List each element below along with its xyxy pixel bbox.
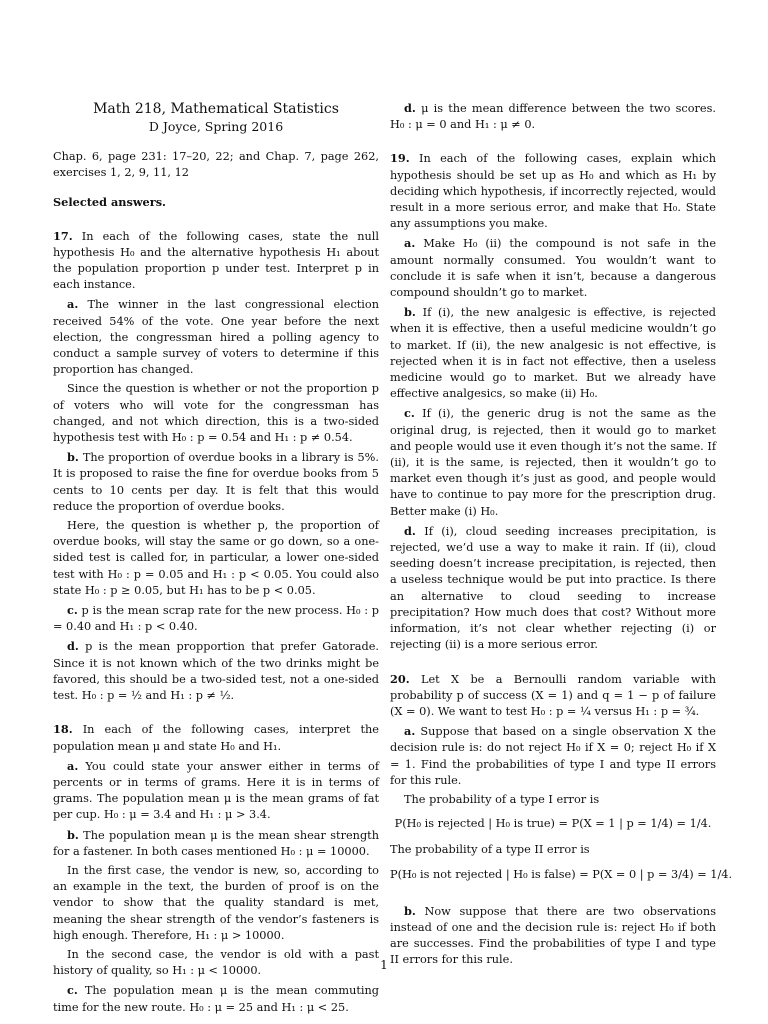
problem-18d: d. μ is the mean difference between the two scores. H₀ : μ = 0 and H₁ : μ ≠ 0. [390,101,716,132]
problem-18a: a. You could state your answer either in terms of percents or in terms of grams. Here it is in terms of grams. The population mean μ is the mean grams of fat per cup. H₀ : μ = 3.4 and H₁ : μ > 3.4. [53,758,379,822]
document-title: Math 218, Mathematical Statistics [93,101,339,117]
problem-19-number: 19. [390,151,410,166]
selected-answers-heading: Selected answers. [53,195,166,210]
type-one-error-lead: The probability of a type I error is [404,792,600,806]
type-two-error-equation: P(H₀ is not rejected | H₀ is false) = P(X = 0 | p = 3/4) = 1/4. [390,867,733,881]
problem-18b-answer-1: In the first case, the vendor is new, so, according to an example in the text, the burden of proof is on the vendor to show that the quality standard is met, meaning the shear strength of the vendor’s fasteners is high enough. Therefore, H₁ : μ > 10000. [53,863,379,942]
problem-19-intro: 19. In each of the following cases, explain which hypothesis should be set up as H₀ and which as H₁ by deciding which hypothesis, if incorrectly rejected, would result in a more serious error, and make that H₀. State any assumptions you make. [390,151,716,231]
problem-17b: b. The proportion of overdue books in a library is 5%. It is proposed to raise the fine for overdue books from 5 cents to 10 cents per day. It is felt that this would reduce the proportion of overdue books. [53,450,379,513]
problem-20b: b. Now suppose that there are two observations instead of one and the decision rule is: reject H₀ if both are successes. Find the probabilities of type I and type II errors for this rule. [390,903,717,967]
left-column [53,100,379,1019]
chapter-reference: Chap. 6, page 231: 17–20, 22; and Chap. 7, page 262, exercises 1, 2, 9, 11, 12 [53,150,379,180]
problem-19a: a. Make H₀ (ii) the compound is not safe in the amount normally consumed. You wouldn’t want to conclude it is safe when it isn’t, because a dangerous compound shouldn’t go to market. [390,236,716,300]
problem-20-number: 20. [390,671,410,686]
problem-17a: a. The winner in the last congressional election received 54% of the vote. One year before the next election, the congressman hired a polling agency to conduct a sample survey of voters to determine if this proportion has changed. [53,297,380,377]
problem-17c: c. p is the mean scrap rate for the new process. H₀ : p = 0.40 and H₁ : p < 0.40. [53,603,380,634]
problem-17-number: 17. [53,228,73,243]
right-column [390,100,733,972]
problem-17-intro: 17. In each of the following cases, state the null hypothesis H₀ and the alternative hypothesis H₁ about the population proportion p under test. Interpret p in each instance. [53,228,380,292]
problem-19d: d. If (i), cloud seeding increases precipitation, is rejected, we’d use a way to make it rain. If (ii), cloud seeding doesn’t increase precipitation, is rejected, then a useless technique would be put into practice. Is there an alternative to cloud seeding to increase precipitation? How much does that cost? Without more information, it’s not clear whether rejecting (i) or rejecting (ii) is a more serious error. [390,523,716,652]
problem-18b-answer-2: In the second case, the vendor is old with a past history of quality, so H₁ : μ < 10000. [53,947,379,978]
problem-19c: c. If (i), the generic drug is not the same as the original drug, is rejected, then it would go to market and people would use it even though it’s not the same. If (ii), it is the same, is rejected, then it wouldn’t go to market even though it’s just as good, and people would have to continue to pay more for the prescription drug. Better make (i) H₀. [390,406,717,518]
type-one-error-equation: P(H₀ is rejected | H₀ is true) = P(X = 1 | p = 1/4) = 1/4. [394,817,712,831]
problem-18-intro: 18. In each of the following cases, interpret the population mean μ and state H₀ and H₁. [53,722,379,753]
page-number: 1 [380,958,388,972]
problem-17a-answer: Since the question is whether or not the proportion p of voters who will vote for the congressman has changed, and not which direction, this is a two-sided hypothesis test with H₀ : p = 0.54 and H₁ : p ≠ 0.54. [53,382,379,445]
type-two-error-lead: The probability of a type II error is [390,843,590,857]
problem-17d: d. p is the mean propportion that prefer Gatorade. Since it is not known which of the two drinks might be favored, this should be a two-sided test, not a one-sided test. H₀ : p = ½ and H₁ : p ≠ ½. [53,639,379,703]
problem-17b-answer: Here, the question is whether p, the proportion of overdue books, will stay the same or go down, so a one-sided test is called for, in particular, a lower one-sided test with H₀ : p = 0.05 and H₁ : p < 0.05. You could also state H₀ : p ≥ 0.05, but H₁ has to be p < 0.05. [53,519,379,597]
problem-20a: a. Suppose that based on a single observation X the decision rule is: do not reject H₀ if X = 0; reject H₀ if X = 1. Find the probabilities of type I and type II errors for this rule. [390,724,716,787]
problem-18-number: 18. [53,722,73,737]
problem-18c: c. The population mean μ is the mean commuting time for the new route. H₀ : μ = 25 and H₁ : μ < 25. [53,983,380,1014]
problem-20-intro: 20. Let X be a Bernoulli random variable with probability p of success (X = 1) and q = 1 − p of failure (X = 0). We want to test H₀ : p = ¼ versus H₁ : p = ¾. [390,671,716,718]
problem-18b: b. The population mean μ is the mean shear strength for a fastener. In both cases mentioned H₀ : μ = 10000. [53,827,380,858]
document-subtitle: D Joyce, Spring 2016 [148,119,284,134]
problem-19b: b. If (i), the new analgesic is effective, is rejected when it is effective, then a useful medicine wouldn’t go to market. If (ii), the new analgesic is not effective, is rejected when it is in fact not effective, then a useless medicine would go to market. But we already have effective analgesics, so make (ii) H₀. [390,305,717,401]
